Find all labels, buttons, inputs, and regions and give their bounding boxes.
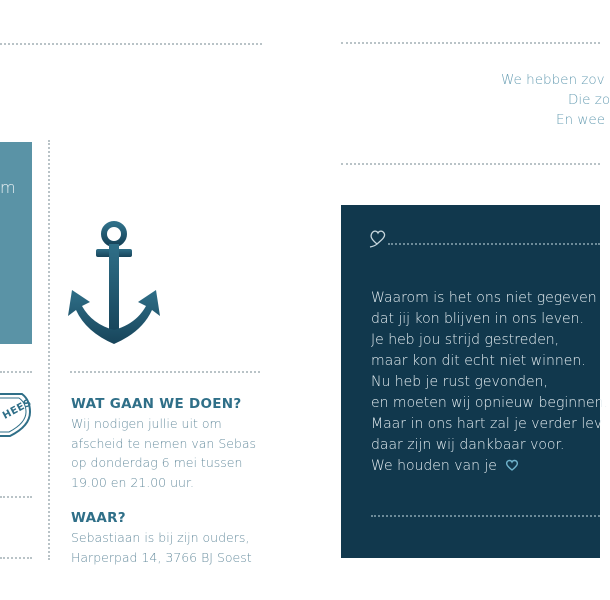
right-top-line: Die zo <box>568 92 610 108</box>
poem-line: We houden van je <box>371 458 497 474</box>
poem-line: Maar in ons hart zal je verder lev <box>371 416 603 432</box>
where-heading: WAAR? <box>71 510 126 526</box>
divider-left-3 <box>0 557 32 559</box>
what-line: op donderdag 6 mei tussen <box>71 455 243 470</box>
where-line: Harperpad 14, 3766 BJ Soest <box>71 549 252 565</box>
poem-divider-bottom <box>371 515 600 517</box>
what-line: afscheid te nemen van Sebas <box>71 435 257 451</box>
anchor-icon <box>66 220 162 346</box>
what-line: 19.00 en 21.00 uur. <box>71 474 194 490</box>
poem-divider-top <box>388 243 600 245</box>
what-text <box>71 414 256 492</box>
poem-line: en moeten wij opnieuw beginnen. <box>371 395 608 411</box>
where-text <box>71 528 252 567</box>
divider-right-mid <box>341 163 600 165</box>
poem-line: Nu heb je rust gevonden, <box>371 374 548 390</box>
badge-text: HEES <box>1 397 34 422</box>
poem-line: dat jij kon blijven in ons leven. <box>371 311 584 327</box>
teal-panel <box>0 142 32 344</box>
what-heading: WAT GAAN WE DOEN? <box>71 396 242 412</box>
poem-last-line <box>371 456 608 477</box>
poem-line: maar kon dit echt niet winnen. <box>371 353 586 369</box>
divider-left-1 <box>0 371 32 373</box>
right-top-line: We hebben zov <box>501 72 605 88</box>
divider-vertical <box>48 140 50 560</box>
divider-middle <box>70 371 260 373</box>
poem-line: Waarom is het ons niet gegeven <box>371 290 597 306</box>
poem-line: Je heb jou strijd gestreden, <box>371 332 560 348</box>
divider-left-2 <box>0 496 32 498</box>
poem-line: daar zijn wij dankbaar voor. <box>371 437 565 453</box>
divider-top-right <box>341 42 600 44</box>
where-line: Sebastiaan is bij zijn ouders, <box>71 530 250 545</box>
heart-icon <box>505 459 519 471</box>
divider-top-left <box>0 43 262 45</box>
right-top-line: En wee <box>556 112 606 128</box>
poem-text <box>371 288 608 477</box>
what-line: Wij nodigen jullie uit om <box>71 416 222 431</box>
heart-icon <box>369 228 391 248</box>
teal-panel-text: m <box>0 178 16 197</box>
